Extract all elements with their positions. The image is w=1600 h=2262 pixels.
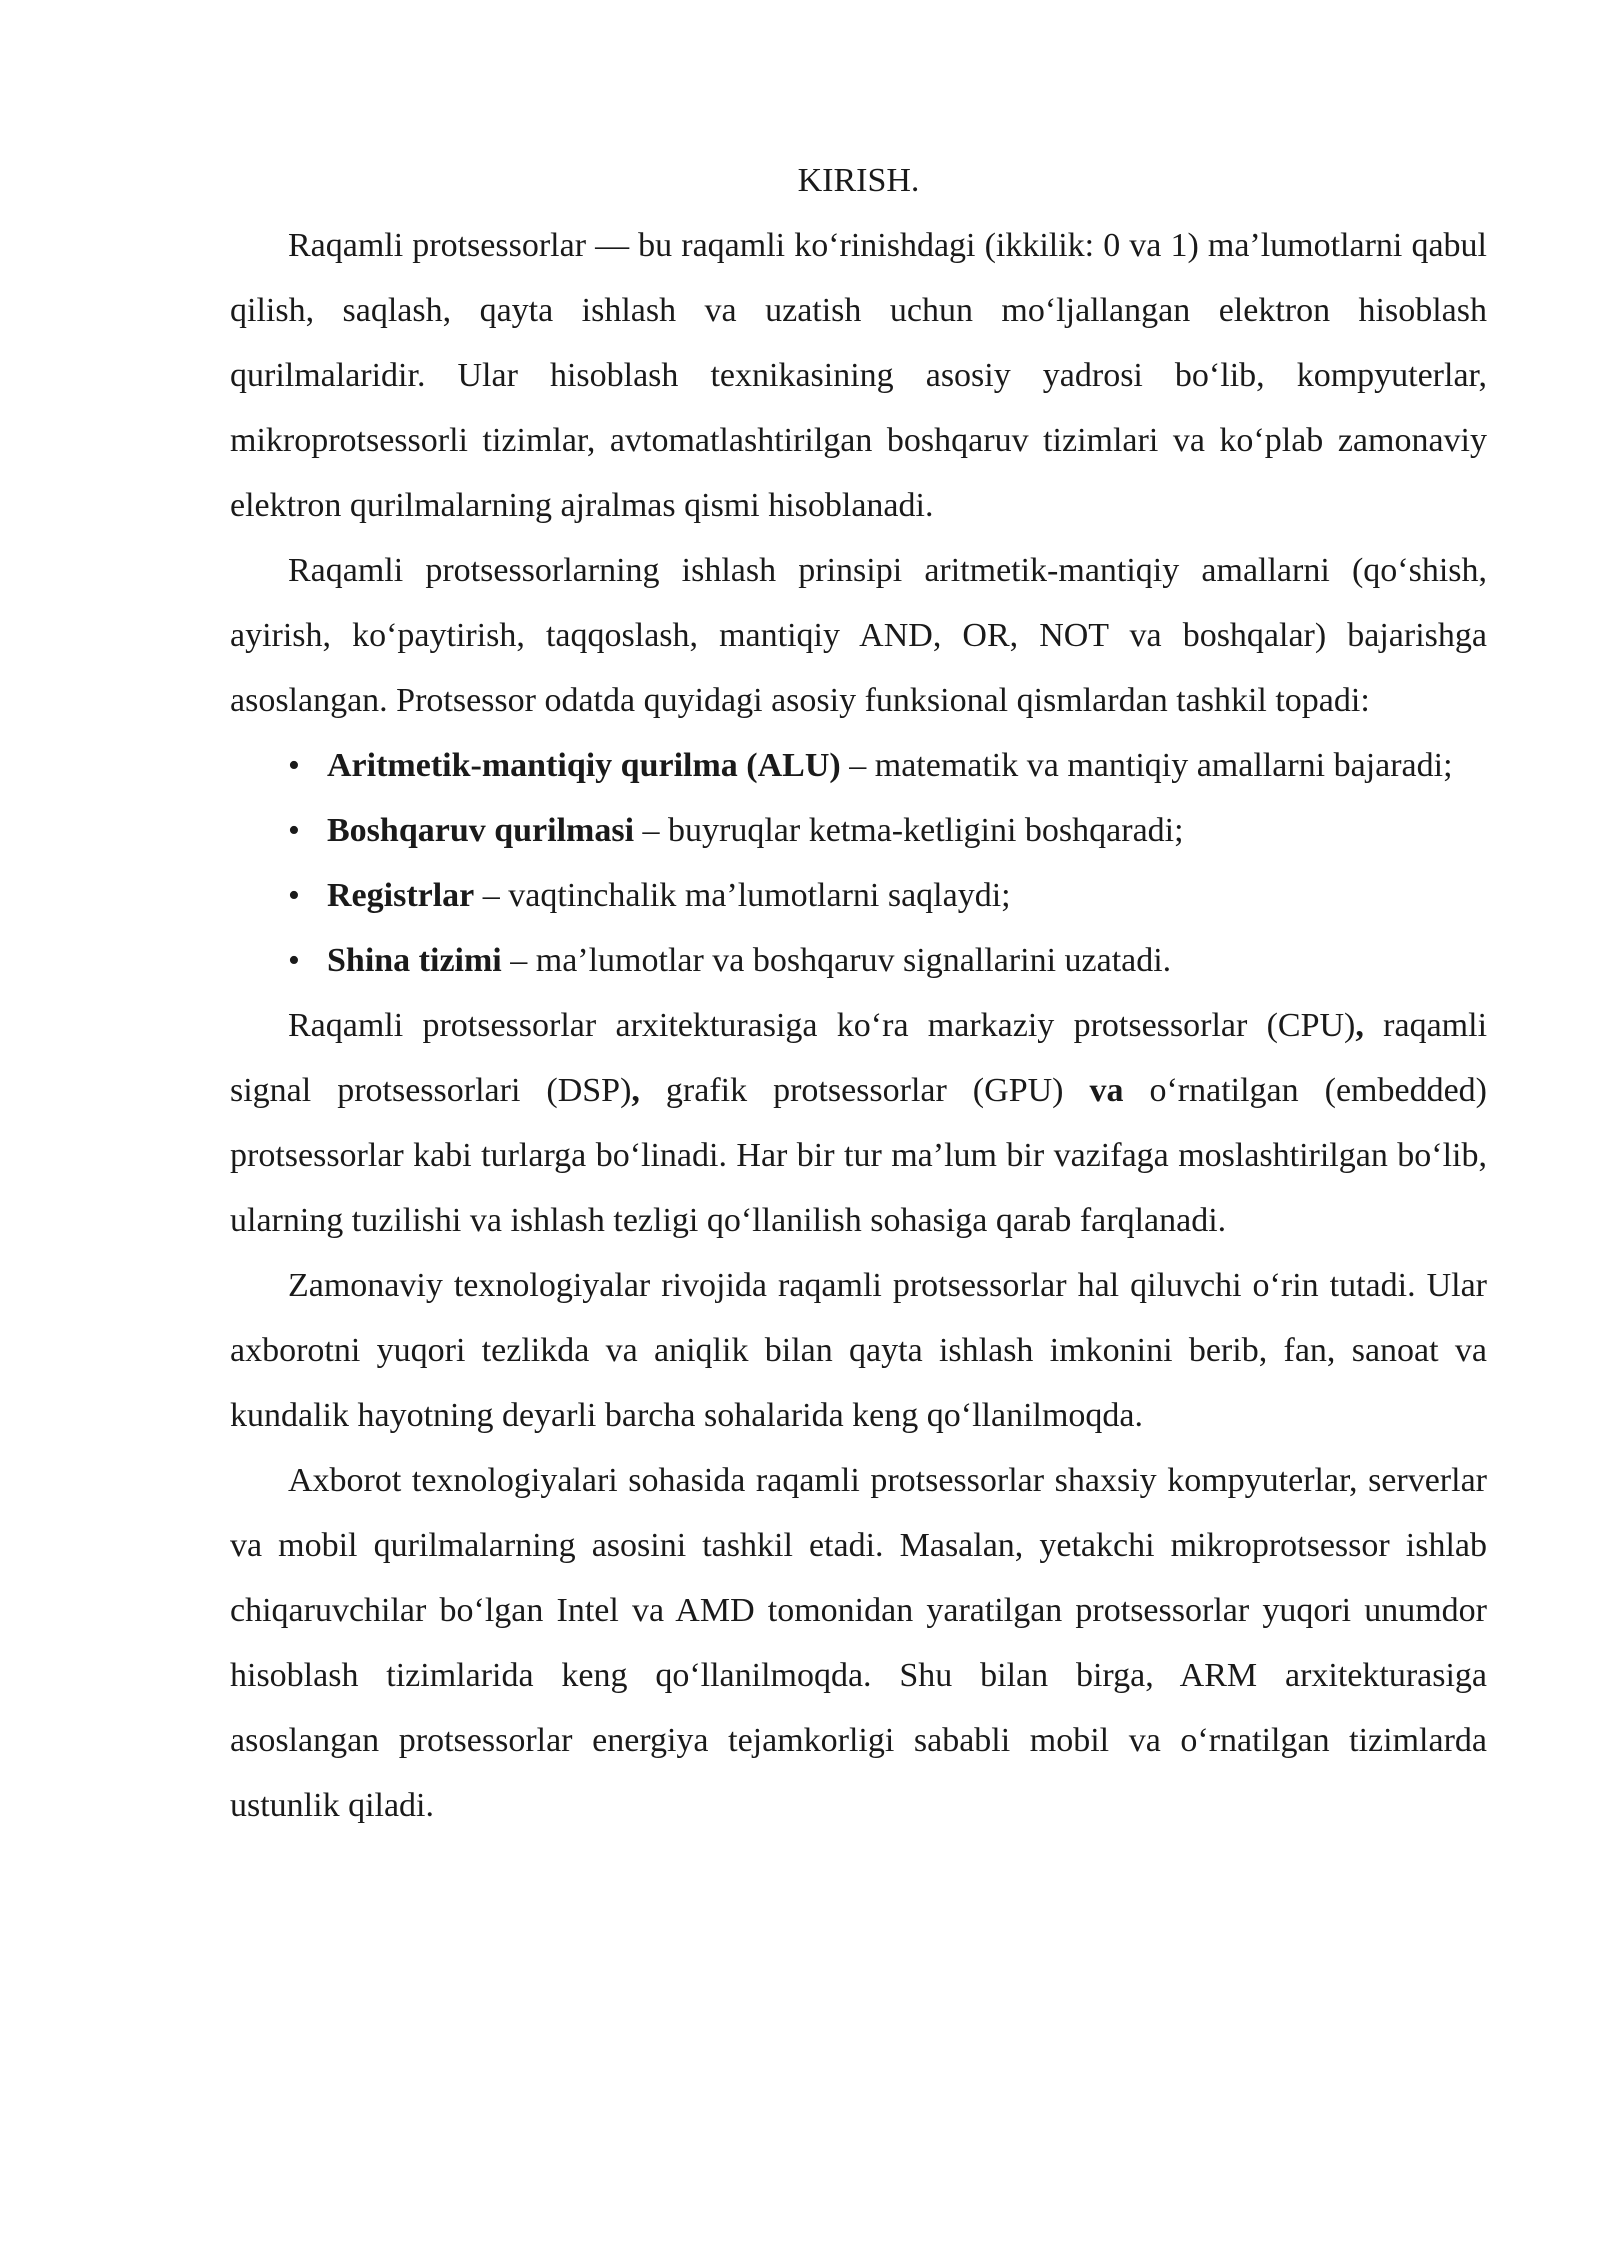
bullet-icon: • — [288, 942, 300, 979]
paragraph-architecture — [230, 993, 1487, 1253]
page-title: KIRISH. — [797, 162, 920, 199]
list-item-term: Registrlar — [327, 877, 475, 914]
bold-conjunction: va — [1089, 1072, 1124, 1109]
document-page — [230, 148, 1487, 1838]
paragraph-principle: Raqamli protsessorlarning ishlash prinsipi aritmetik-mantiqiy amallarni (qo‘shish, ayirish, ko‘paytirish, taqqoslash, mantiqiy AND, OR, NOT va boshqalar) bajarishga asoslangan. Protsessor odatda quyidagi asosiy funksional qismlardan tashkil topadi: — [230, 552, 1487, 719]
bullet-icon: • — [288, 877, 300, 914]
paragraph-text: Raqamli protsessorlar arxitekturasiga ko‘ra markaziy protsessorlar (CPU) — [288, 1007, 1356, 1044]
list-item-description: – ma’lumotlar va boshqaruv signallarini uzatadi. — [501, 942, 1172, 979]
paragraph-text: raqamli signal protsessorlari (DSP) — [230, 1007, 1488, 1109]
list-item — [230, 733, 1487, 798]
paragraph-text: grafik protsessorlar (GPU) — [639, 1072, 1090, 1109]
list-item — [230, 863, 1487, 928]
list-item-term: Shina tizimi — [327, 942, 502, 979]
paragraph-text: o‘rnatilgan (embedded) protsessorlar kabi turlarga bo‘linadi. Har bir tur ma’lum bir vazifaga moslashtirilgan bo‘lib, ularning tuzilishi va ishlash tezligi qo‘llanilish sohasiga qarab farqlanadi. — [230, 1072, 1487, 1239]
bullet-icon: • — [288, 747, 300, 784]
list-item — [230, 928, 1487, 993]
list-item-term: Boshqaruv qurilmasi — [327, 812, 635, 849]
list-item-term: Aritmetik-mantiqiy qurilma (ALU) — [327, 747, 841, 784]
bold-comma: , — [1355, 1007, 1364, 1044]
paragraph-intro: Raqamli protsessorlar — bu raqamli ko‘rinishdagi (ikkilik: 0 va 1) ma’lumotlarni qabul qilish, saqlash, qayta ishlash va uzatish uchun mo‘ljallangan elektron hisoblash qurilmalaridir. Ular hisoblash texnikasining asosiy yadrosi bo‘lib, kompyuterlar, mikroprotsessorli tizimlar, avtomatlashtirilgan boshqaruv tizimlari va ko‘plab zamonaviy elektron qurilmalarning ajralmas qismi hisoblanadi. — [230, 227, 1487, 524]
list-item — [230, 798, 1487, 863]
paragraph-modern-tech: Zamonaviy texnologiyalar rivojida raqamli protsessorlar hal qiluvchi o‘rin tutadi. Ular axborotni yuqori tezlikda va aniqlik bilan qayta ishlash imkonini berib, fan, sanoat va kundalik hayotning deyarli barcha sohalarida keng qo‘llanilmoqda. — [230, 1267, 1487, 1434]
bullet-icon: • — [288, 812, 300, 849]
list-item-description: – buyruqlar ketma-ketligini boshqaradi; — [634, 812, 1184, 849]
paragraph-it-field: Axborot texnologiyalari sohasida raqamli protsessorlar shaxsiy kompyuterlar, serverlar va mobil qurilmalarning asosini tashkil etadi. Masalan, yetakchi mikroprotsessor ishlab chiqaruvchilar bo‘lgan Intel va AMD tomonidan yaratilgan protsessorlar yuqori unumdor hisoblash tizimlarida keng qo‘llanilmoqda. Shu bilan birga, ARM arxitekturasiga asoslangan protsessorlar energiya tejamkorligi sababli mobil va o‘rnatilgan tizimlarda ustunlik qiladi. — [230, 1462, 1487, 1824]
list-item-description: – matematik va mantiqiy amallarni bajaradi; — [840, 747, 1453, 784]
list-item-description: – vaqtinchalik ma’lumotlarni saqlaydi; — [474, 877, 1011, 914]
bold-comma: , — [631, 1072, 640, 1109]
